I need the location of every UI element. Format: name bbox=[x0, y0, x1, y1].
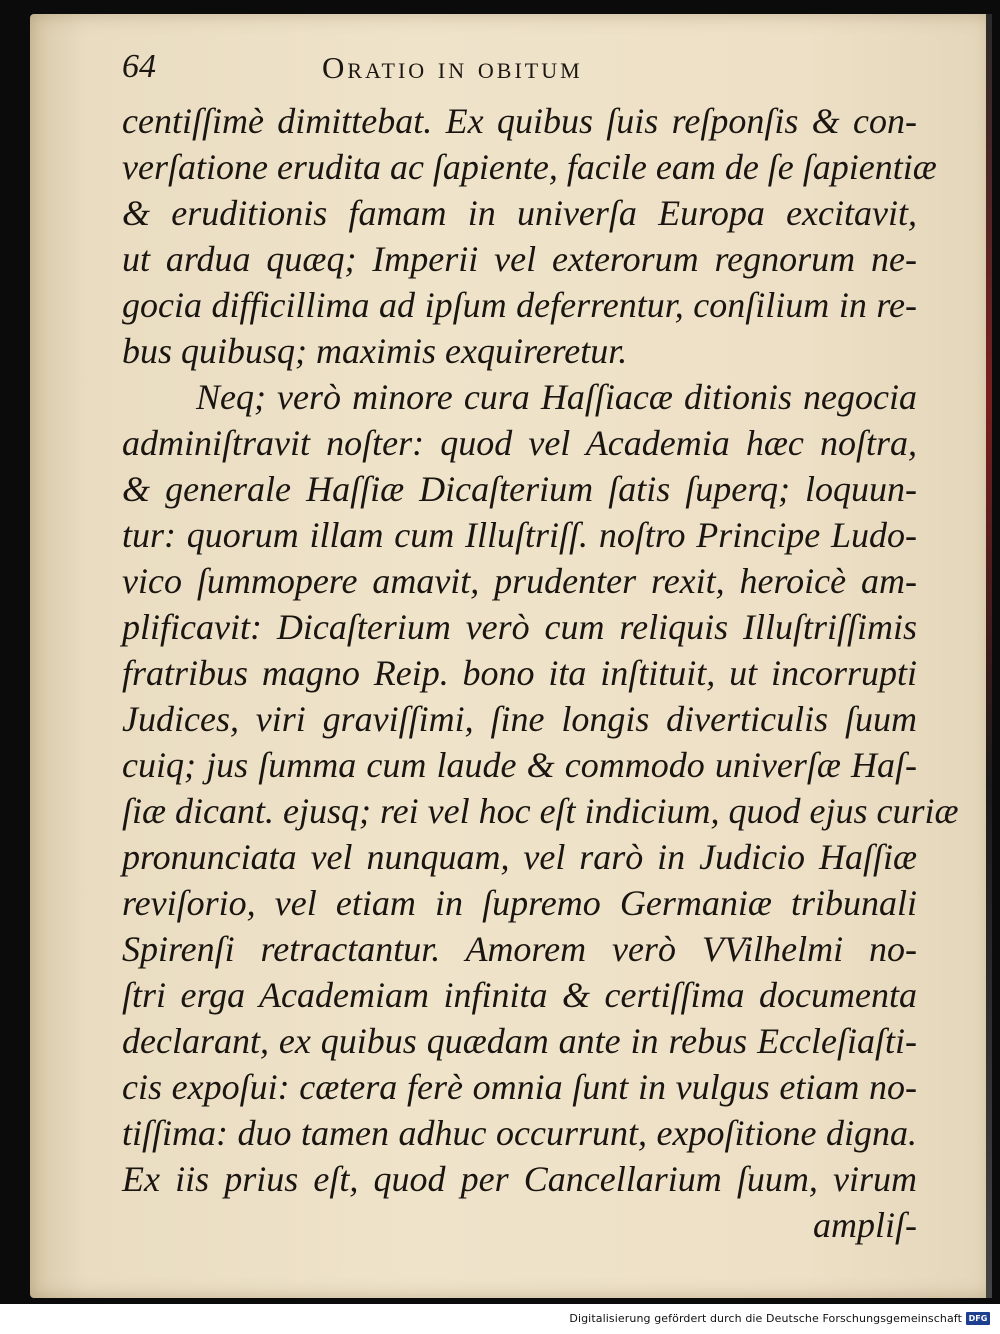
text-line: tiſſima: duo tamen adhuc occurrunt, expoſitione digna. bbox=[122, 1113, 917, 1153]
text-line: centiſſimè dimittebat. Ex quibus ſuis reſponſis & con- bbox=[122, 101, 917, 141]
dfg-logo-icon: DFG bbox=[966, 1312, 990, 1325]
running-head bbox=[122, 48, 822, 92]
text-line: ut ardua quæq; Imperii vel exterorum regnorum ne- bbox=[122, 239, 917, 279]
page-number: 64 bbox=[122, 48, 156, 85]
text-line: & generale Haſſiæ Dicaſterium ſatis ſuperq; loquun- bbox=[122, 469, 917, 509]
footer-credit: Digitalisierung gefördert durch die Deutsche Forschungsgemeinschaft bbox=[569, 1312, 962, 1325]
text-line: Spirenſi retractantur. Amorem verò VVilhelmi no- bbox=[122, 929, 917, 969]
text-line: verſatione erudita ac ſapiente, facile eam de ſe ſapientiæ bbox=[122, 147, 937, 187]
digitization-footer bbox=[0, 1304, 1000, 1334]
text-line: ſiæ dicant. ejusq; rei vel hoc eſt indicium, quod ejus curiæ bbox=[122, 791, 959, 831]
text-line: Ex iis prius eſt, quod per Cancellarium ſuum, virum bbox=[122, 1159, 917, 1199]
text-line: tur: quorum illam cum Illuſtriſſ. noſtro Principe Ludo- bbox=[122, 515, 917, 555]
catchword-line: ampliſ- bbox=[813, 1205, 917, 1245]
text-line: reviſorio, vel etiam in ſupremo Germaniæ tribunali bbox=[122, 883, 917, 923]
text-line: gocia difficillima ad ipſum deferrentur, conſilium in re- bbox=[122, 285, 917, 325]
text-line: Neq; verò minore cura Haſſiacæ ditionis negocia bbox=[196, 377, 917, 417]
text-line: & eruditionis famam in univerſa Europa excitavit, bbox=[122, 193, 917, 233]
text-line: cis expoſui: cætera ferè omnia ſunt in vulgus etiam no- bbox=[122, 1067, 917, 1107]
text-line: declarant, ex quibus quædam ante in rebus Eccleſiaſti- bbox=[122, 1021, 917, 1061]
text-line: cuiq; jus ſumma cum laude & commodo univerſæ Haſ- bbox=[122, 745, 917, 785]
page-edge-strip bbox=[986, 14, 992, 1298]
running-head-title: Oratio in obitum bbox=[322, 50, 583, 85]
text-line: pronunciata vel nunquam, vel rarò in Judicio Haſſiæ bbox=[122, 837, 917, 877]
text-line: ſtri erga Academiam infinita & certiſſima documenta bbox=[122, 975, 917, 1015]
text-line: Judices, viri graviſſimi, ſine longis diverticulis ſuum bbox=[122, 699, 917, 739]
text-line: plificavit: Dicaſterium verò cum reliquis Illuſtriſſimis bbox=[122, 607, 917, 647]
text-line: vico ſummopere amavit, prudenter rexit, heroicè am- bbox=[122, 561, 917, 601]
text-line: fratribus magno Reip. bono ita inſtituit, ut incorrupti bbox=[122, 653, 917, 693]
text-line: adminiſtravit noſter: quod vel Academia hæc noſtra, bbox=[122, 423, 917, 463]
text-line: bus quibusq; maximis exquireretur. bbox=[122, 331, 628, 371]
page-body-text bbox=[122, 98, 959, 1248]
